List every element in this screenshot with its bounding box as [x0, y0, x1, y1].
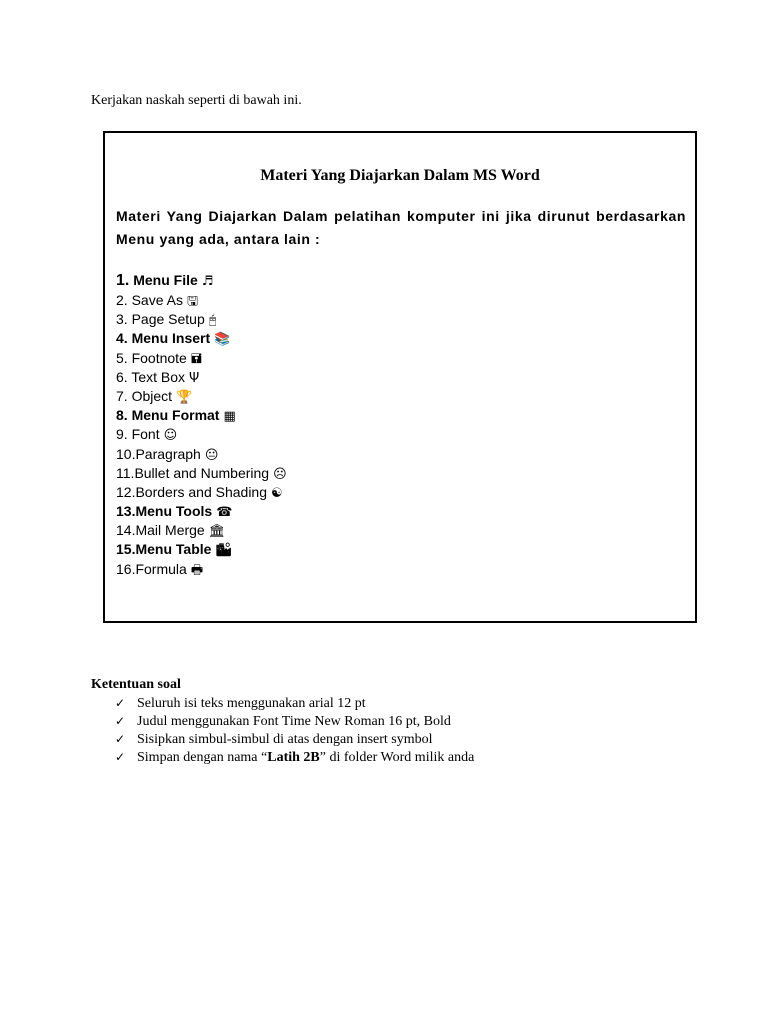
list-item-number: 8.	[116, 407, 128, 424]
antenna-icon: Ψ	[189, 370, 200, 386]
list-item	[116, 483, 287, 502]
list-item-label: Bullet and Numbering	[134, 464, 270, 481]
list-item-number: 4.	[116, 330, 128, 347]
list-item-number: 1.	[116, 272, 130, 289]
list-item-label: Menu File	[133, 272, 198, 288]
music-note-icon: ♬	[201, 274, 214, 289]
rules-list	[91, 694, 474, 766]
list-item-label: Save As	[131, 292, 183, 308]
list-item-label: Font	[131, 426, 160, 443]
books-icon: 📚	[214, 332, 231, 348]
list-item	[116, 291, 287, 310]
list-item-number: 9.	[116, 426, 128, 443]
printer-icon: 🖶	[190, 562, 204, 578]
list-item-number: 14.	[116, 522, 136, 539]
list-item	[116, 329, 287, 348]
list-item-label: Footnote	[131, 349, 187, 366]
list-item-label: Menu Insert	[131, 330, 211, 347]
list-item	[116, 387, 287, 406]
list-item	[116, 521, 287, 540]
list-item	[116, 502, 287, 521]
smiley-face-icon: ☺	[163, 428, 178, 444]
list-item-number: 10.	[116, 445, 136, 462]
list-item	[116, 464, 287, 483]
checkmark-icon: ✓	[115, 696, 126, 710]
neutral-face-icon: 😐	[204, 447, 219, 463]
yin-yang-icon: ☯	[271, 485, 283, 501]
list-item	[116, 349, 287, 368]
list-item-number: 2.	[116, 292, 128, 308]
rule-text: Judul menggunakan Font Time New Roman 16 pt, Bold	[137, 714, 451, 729]
list-item-number: 15.	[116, 541, 136, 558]
classical-building-icon: 🏛	[208, 524, 226, 540]
list-item-label: Menu Format	[131, 407, 220, 424]
exercise-box	[103, 131, 697, 623]
list-item	[116, 310, 287, 329]
list-item-label: Formula	[135, 560, 187, 577]
list-item	[116, 540, 287, 559]
list-item	[116, 425, 287, 444]
list-item-number: 6.	[116, 368, 128, 385]
list-item	[116, 445, 287, 464]
floppy-disk-icon: 🖫	[186, 294, 199, 309]
list-item-number: 12.	[116, 483, 136, 500]
list-item	[116, 368, 287, 387]
exercise-intro-paragraph: Materi Yang Diajarkan Dalam pelatihan komputer ini jika dirunut berdasarkan Menu yang ada, antara lain :	[116, 208, 686, 247]
list-item-label: Mail Merge	[135, 522, 205, 539]
list-item-label: Menu Tools	[135, 503, 213, 520]
city-icon: 🏙	[215, 543, 232, 559]
building-icon: ▦	[223, 409, 236, 425]
floppy-disk-icon: 🖬	[190, 351, 202, 367]
frowning-face-icon: ☹	[273, 466, 287, 482]
list-item	[116, 270, 287, 291]
rules-section	[91, 676, 474, 766]
instruction-text: Kerjakan naskah seperti di bawah ini.	[91, 93, 302, 108]
list-item-label: Menu Table	[135, 541, 212, 558]
list-item-label: Object	[131, 387, 173, 404]
trophy-icon: 🏆	[176, 389, 193, 405]
checkmark-icon: ✓	[115, 750, 126, 764]
list-item-number: 16.	[116, 560, 136, 577]
list-item	[116, 560, 287, 579]
list-item-number: 11.	[116, 464, 135, 481]
rule-item	[91, 730, 474, 748]
list-item-number: 3.	[116, 311, 128, 328]
rule-item	[91, 712, 474, 730]
rule-item	[91, 694, 474, 712]
list-item	[116, 406, 287, 425]
rule-text: ” di folder Word milik anda	[319, 750, 475, 765]
file-name: Latih 2B	[267, 750, 320, 765]
rule-text: Seluruh isi teks menggunakan arial 12 pt	[137, 696, 366, 711]
rule-text: Sisipkan simbul-simbul di atas dengan insert symbol	[137, 732, 433, 747]
checkmark-icon: ✓	[115, 732, 126, 746]
checkmark-icon: ✓	[115, 714, 126, 728]
menu-list	[116, 270, 287, 579]
list-item-label: Borders and Shading	[135, 483, 268, 500]
exercise-title: Materi Yang Diajarkan Dalam MS Word	[260, 167, 540, 184]
telephone-icon: ☎	[216, 505, 233, 521]
rule-item	[91, 748, 474, 766]
mouse-icon: 🖰	[208, 313, 217, 329]
list-item-number: 5.	[116, 349, 128, 366]
list-item-number: 13.	[116, 503, 136, 520]
list-item-number: 7.	[116, 387, 128, 404]
list-item-label: Paragraph	[135, 445, 201, 462]
rule-text: Simpan dengan nama “	[137, 750, 268, 765]
rules-title: Ketentuan soal	[91, 677, 181, 692]
list-item-label: Page Setup	[131, 311, 205, 328]
list-item-label: Text Box	[131, 368, 186, 385]
